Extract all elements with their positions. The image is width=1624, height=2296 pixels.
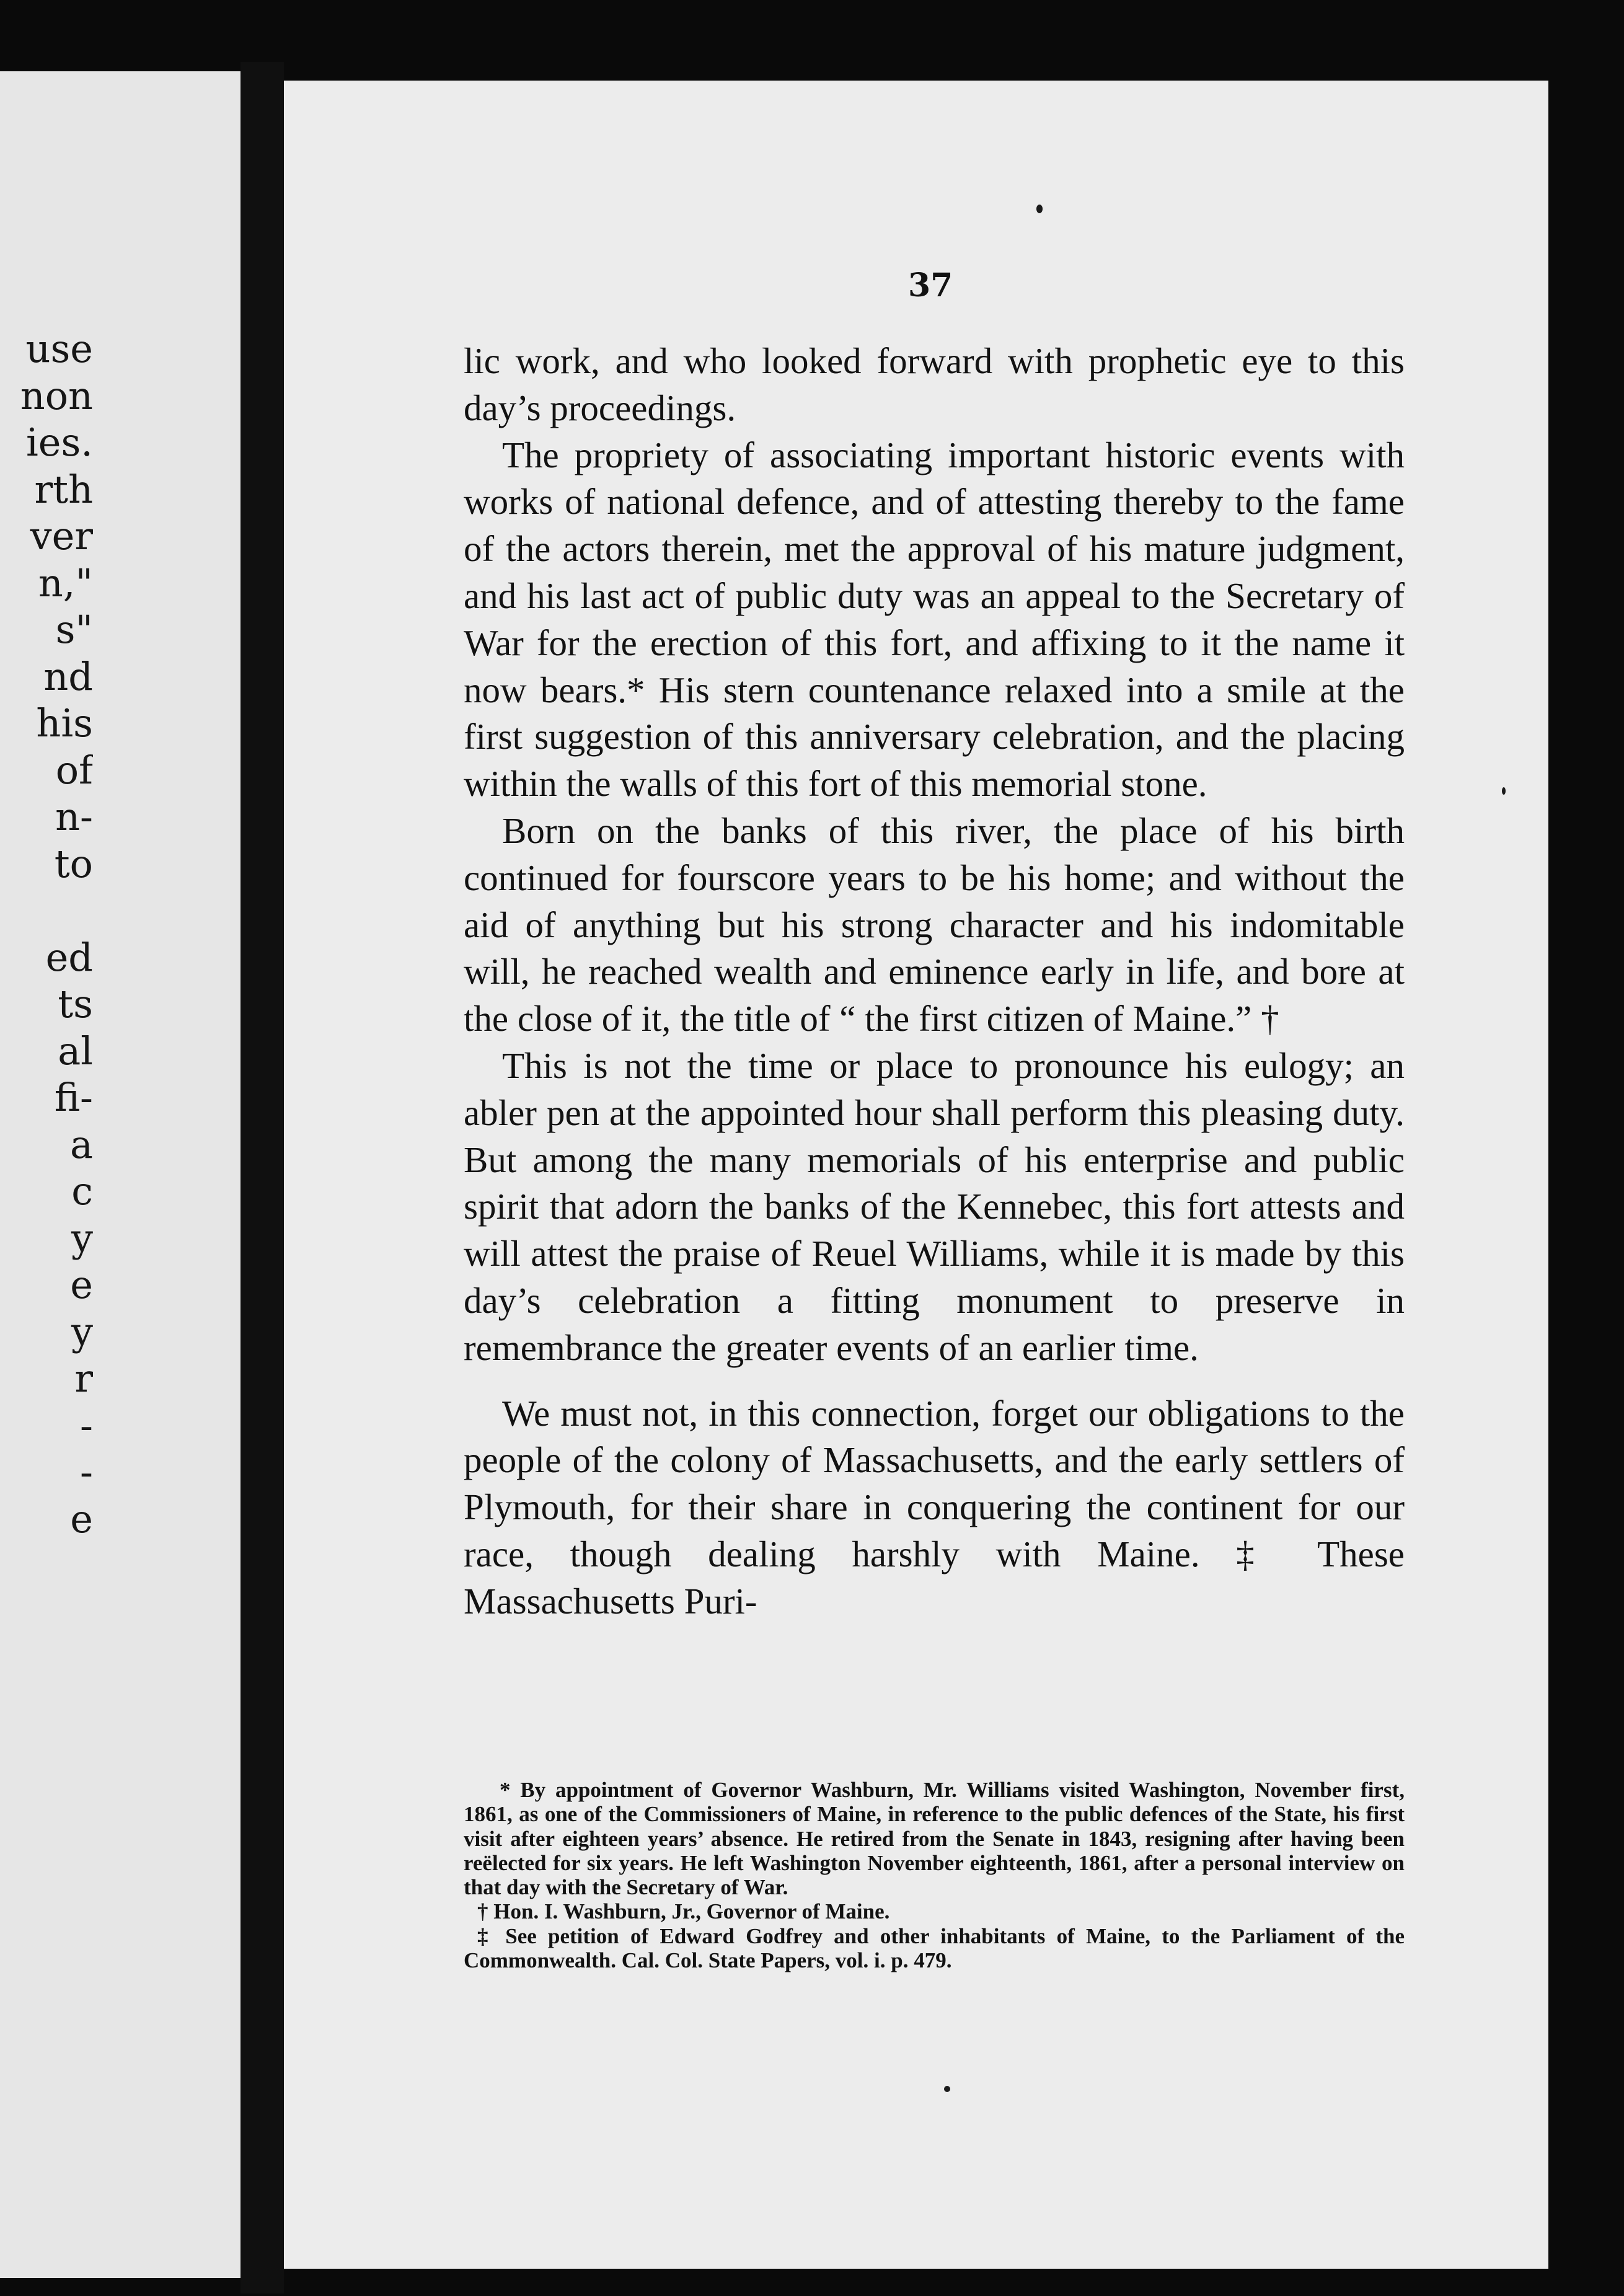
left-fragment: [0, 887, 93, 934]
left-fragment: nd: [43, 653, 93, 699]
left-fragment: fi-: [54, 1075, 93, 1120]
footnote: ‡ See petition of Edward Godfrey and other inhabitants of Maine, to the Parliament of the Commonwealth. Cal. Col. State Papers, vol. i. p. 479.: [464, 1923, 1405, 1973]
left-fragment: non: [20, 373, 93, 418]
left-fragment: use: [25, 326, 93, 371]
footnote: * By appointment of Governor Washburn, Mr. Williams visited Washington, November first, 1861, as one of the Commissioners of Maine, in reference to the public defences of the State, his first visit after eighteen years’ absence. He retired from the Senate in 1843, resigning after having been reëlected for six years. He left Washington November eighteenth, 1861, after a personal interview on that day with the Secretary of War.: [464, 1778, 1405, 1900]
left-fragment: n,": [38, 560, 93, 606]
left-fragment: his: [36, 700, 93, 746]
left-page: [0, 71, 244, 2278]
left-fragment: ed: [45, 934, 93, 980]
left-fragment: rth: [34, 466, 93, 512]
left-fragment: ies.: [25, 420, 93, 465]
page-number: 37: [908, 267, 953, 304]
footnote: † Hon. I. Washburn, Jr., Governor of Maine.: [477, 1899, 890, 1924]
paragraph: Born on the banks of this river, the place of his birth continued for fourscore years to be his home; and without the aid of anything but his strong character and his indomitable will, he reached wealth and eminence early in life, and bore at the close of it, the title of “ the first citizen of Maine.” †: [464, 810, 1405, 1040]
paragraph: lic work, and who looked forward with prophetic eye to this day’s proceedings.: [464, 340, 1405, 428]
footnotes: [464, 1778, 1405, 1972]
left-fragment: y: [71, 1309, 93, 1354]
left-fragment: r: [74, 1356, 93, 1401]
body-text: [464, 338, 1405, 1625]
left-fragment: -: [80, 1402, 93, 1448]
left-fragment: s": [55, 607, 93, 652]
left-fragment: to: [54, 841, 93, 886]
left-fragment: y: [71, 1215, 93, 1261]
left-fragment: of: [55, 747, 93, 793]
paragraph: We must not, in this connection, forget our obligations to the people of the colony of Massachusetts, and the early settlers of Plymouth, for their share in conquering the continent for our race, though dealing harshly with Maine. ‡ These Massachusetts Puri-: [464, 1392, 1405, 1622]
left-fragment: n-: [55, 794, 93, 839]
paragraph: This is not the time or place to pronounce his eulogy; an abler pen at the appointed hour shall perform this pleasing duty. But among the many memorials of his enterprise and public spirit that adorn the banks of the Kennebec, this fort attests and will attest the praise of Reuel Williams, while it is made by this day’s celebration a fitting monument to preserve in remembrance the greater events of an earlier time.: [464, 1044, 1405, 1368]
left-fragment: -: [80, 1449, 93, 1495]
left-fragment: c: [71, 1168, 93, 1214]
ink-speck: [944, 2086, 950, 2092]
ink-speck: [1502, 787, 1506, 795]
left-fragment: ver: [30, 513, 93, 559]
left-fragment: a: [70, 1121, 93, 1167]
ink-speck: [1036, 205, 1043, 213]
paragraph: The propriety of associating important historic events with works of national defence, and of attesting thereby to the fame of the actors therein, met the approval of his mature judgment, and his last act of public duty was an appeal to the Secretary of War for the erection of this fort, and affixing to it the name it now bears.* His stern countenance relaxed into a smile at the first suggestion of this anniversary celebration, and the placing within the walls of this fort of this memorial stone.: [464, 434, 1405, 805]
left-fragment: al: [58, 1028, 93, 1074]
left-fragment: e: [70, 1496, 93, 1542]
book-spine: [241, 62, 284, 2294]
left-page-text-fragments: [0, 325, 93, 1542]
left-fragment: e: [70, 1262, 93, 1307]
left-fragment: ts: [58, 981, 93, 1027]
